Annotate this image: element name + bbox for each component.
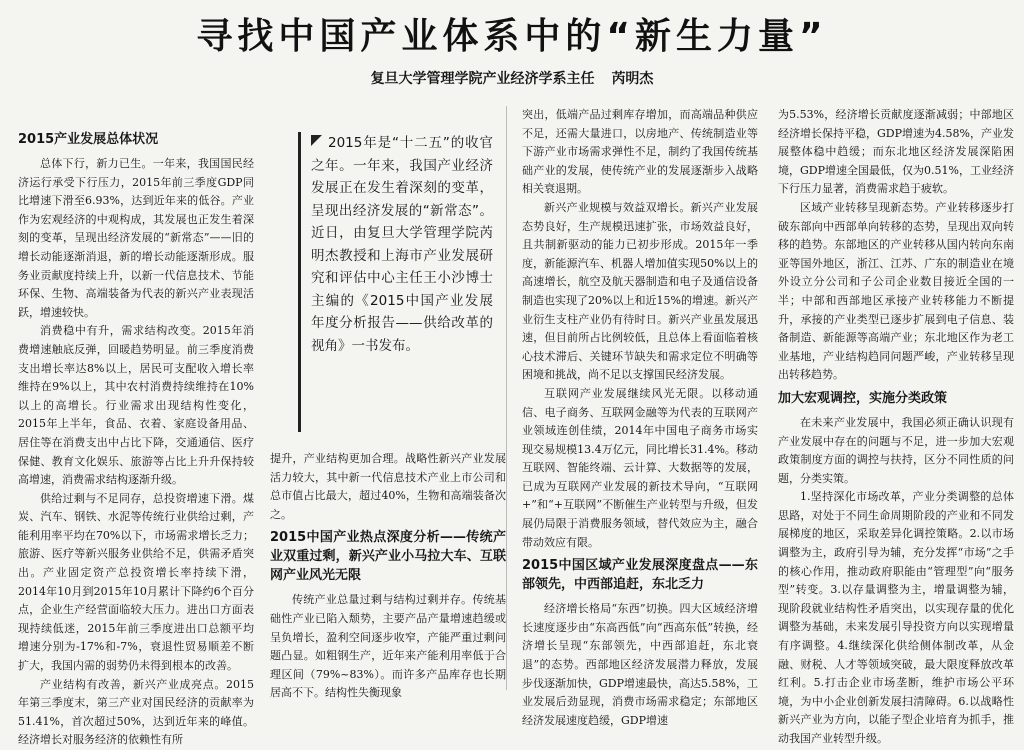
section-heading-overall: 2015产业发展总体状况 (18, 132, 159, 147)
column-divider (506, 106, 507, 690)
column-1 (18, 126, 254, 747)
triangle-marker-icon (311, 135, 322, 146)
byline (0, 68, 1024, 88)
paragraph: 互联网产业发展继续风光无限。以移动通信、电子商务、互联网金融等为代表的互联网产业领域连创佳绩，2014年中国电子商务市场实现交易规模13.4万亿元，同比增长31.4%。移动互联网、智能终端、云计算、大数据等的发展，已成为互联网产业发展的新技术导向，“互联网+”和“+互联网”不断催生产业转型与升级，但发展仍局限于消费服务领域，替代效应为主，融合带动效应有限。 (522, 386, 758, 549)
author-affiliation: 复旦大学管理学院产业经济学系主任 (370, 71, 595, 87)
paragraph: 消费稳中有升，需求结构改变。2015年消费增速触底反弹，回暖趋势明显。前三季度消费支出增长率达8%以上，居民可支配收入增长率维持在9%以上，其中农村消费持续维持在10%以上的高增长。行业需求出现结构性变化，2015年上半年，食品、衣着、家庭设备用品、居住等在消费支出中占比下降，交通通信、医疗保健、教育文化娱乐、旅游等占比上升升保持较高增速，消费需求结构逐渐升级。 (18, 324, 254, 487)
paragraph: 供给过剩与不足同存，总投资增速下滑。煤炭、汽车、钢铁、水泥等传统行业供给过剩，产能利用率平均在70%以下，市场需求增长乏力；旅游、医疗等新兴服务业供给不足，供需矛盾突出。产业固定资产总投资增长率持续下滑，2014年10月到2015年10月累计下降约6个百分点，企业生产经营面临较大压力。进出口方面表现持续低迷，2015年前三季度进出口总额平均增速分别为-17%和-7%，衰退性贸易顺差不断扩大，我国内需的弱势仍未得到根本的改善。 (18, 491, 254, 673)
column-2 (270, 450, 506, 700)
pull-quote-text: 2015年是“十二五”的收官之年。一年来，我国产业经济发展正在发生着深刻的变革，呈现出经济发展的“新常态”。近日，由复旦大学管理学院芮明杰教授和上海市产业发展研究和评估中心主任王小沙博士主编的《2015中国产业发展年度分析报告——供给改革的视角》一书发布。 (311, 135, 493, 354)
pull-quote (298, 132, 493, 432)
paragraph: 总体下行，新力已生。一年来，我国国民经济运行承受下行压力，2015年前三季度GDP同比增速下滑至6.93%，达到近年来的低谷。产业作为宏观经济的中观构成，其发展也正发生着深刻的变革，呈现出经济发展的“新常态”——旧的增长动能逐渐消退，新的增长动能逐渐形成。服务业贡献度持续上升，以新一代信息技术、节能环保、生物、高端装备为代表的新兴产业表现活跃，增速较快。 (18, 157, 254, 319)
paragraph: 1.坚持深化市场改革，产业分类调整的总体思路，对处于不同生命周期阶段的产业和不同发展梯度的地区，采取差异化调控策略。2.以市场调整为主，政府引导为辅，充分发挥“市场”之手的核心作用，推动政府职能由“管理型”向“服务型”转变。3.以存量调整为主，增量调整为辅，现阶段就业结构性矛盾突出，以实现存量的优化调整为基础，未来发展引导投资方向以实现增量有序调整。4.继续深化供给侧体制改革，从金融、财税、人才等领域突破，最大限度释放改革红利。5.打击企业市场垄断，维护市场公平环境，为中小企业创新发展扫清障碍。6.以战略性新兴产业为方向，以能子型企业培育为抓手，推动我国产业转型升级。 (778, 490, 1014, 745)
paragraph: 区域产业转移呈现新态势。产业转移逐步打破东部向中西部单向转移的态势，呈现出双向转移的趋势。东部地区的产业转移从国内转向东南亚等国外地区，浙江、江苏、广东的制造业在境外设立分公司和子公司企业数目接近全国的一半；中部和西部地区承接产业转移能力不断提升，承接的产业类型已逐步扩展到电子信息、装备制造、新能源等高端产业；东北地区作为老工业基地，产业结构趋同问题严峻，产业转移呈现出转移趋势。 (778, 200, 1014, 382)
paragraph: 产业结构有改善，新兴产业成亮点。2015年第三季度末，第三产业对国民经济的贡献率为51.41%，首次超过50%，达到近年来的峰值。经济增长对服务经济的依赖性有所 (18, 677, 254, 747)
paragraph: 经济增长格局“东西”切换。四大区域经济增长速度逐步由“东高西低”向“西高东低”转换，经济增长呈现“东部领先，中西部追赶，东北衰退”的态势。西部地区经济发展潜力释放，发展步伐逐渐加快，GDP增速最快，高达5.58%，工业发展后劲显现，消费市场需求稳定；东部地区经济发展速度趋缓，GDP增速 (522, 602, 758, 727)
section-heading-hotspots: 2015中国产业热点深度分析——传统产业双重过剩，新兴产业小马拉大车、互联网产业风光无限 (270, 530, 506, 584)
column-3 (522, 106, 758, 727)
paragraph: 在未来产业发展中，我国必须正确认识现有产业发展中存在的问题与不足，进一步加大宏观政策制度方面的调控与扶持，区分不同性质的问题，分类实策。 (778, 415, 1014, 485)
article-title: 寻找中国产业体系中的“新生力量” (196, 16, 828, 57)
paragraph-continued: 为5.53%，经济增长贡献度逐渐减弱；中部地区经济增长保持平稳，GDP增速为4.58%，产业发展整体稳中趋缓；而东北地区经济发展深陷困境，GDP增速全国最低，仅为0.51%，工业经济下行压力显著，消费需求趋于疲软。 (778, 108, 1014, 196)
column-4 (778, 106, 1014, 745)
paragraph-continued: 突出，低端产品过剩库存增加，而高端品种供应不足，还需大量进口，以房地产、传统制造业等下游产业市场需求弹性不足，制约了我国传统基础产业的发展，使传统产业的发展逐渐步入战略相关衰退期。 (522, 108, 758, 196)
paragraph: 传统产业总量过剩与结构过剩并存。传统基础性产业已陷入颓势，主要产品产量增速趋缓或呈负增长，盈利空间逐步收窄，产能严重过剩问题凸显。如粗钢生产，近年来产能利用率低于合理区间（79%~83%）。而许多产品库存也长期居高不下。结构性失衡现象 (270, 593, 506, 700)
section-heading-regional: 2015中国区域产业发展深度盘点——东部领先，中西部追赶，东北乏力 (522, 558, 758, 593)
paragraph: 新兴产业规模与效益双增长。新兴产业发展态势良好，生产规模迅速扩张，市场效益良好，且共制新驱动的能力已初步形成。2015年一季度，新能源汽车、机器人增加值实现50%以上的高速增长，航空及航天器制造和电子及通信设备制造也实现了20%以上和近15%的增速。新兴产业衍生支柱产业仍有待时日。新兴产业虽发展迅速，但目前所占比例较低，且总体上看面临着核心技术滞后、关键环节缺失和需求定位不明确等困境和挑战，尚不足以支撑国民经济发展。 (522, 200, 758, 382)
paragraph-continued: 提升，产业结构更加合理。战略性新兴产业发展活力较大，其中新一代信息技术产业上市公司和总市值占比最大，超过40%，生物和高端装备次之。 (270, 452, 506, 521)
author-name: 芮明杰 (611, 71, 654, 87)
section-heading-policy: 加大宏观调控，实施分类政策 (778, 390, 948, 406)
